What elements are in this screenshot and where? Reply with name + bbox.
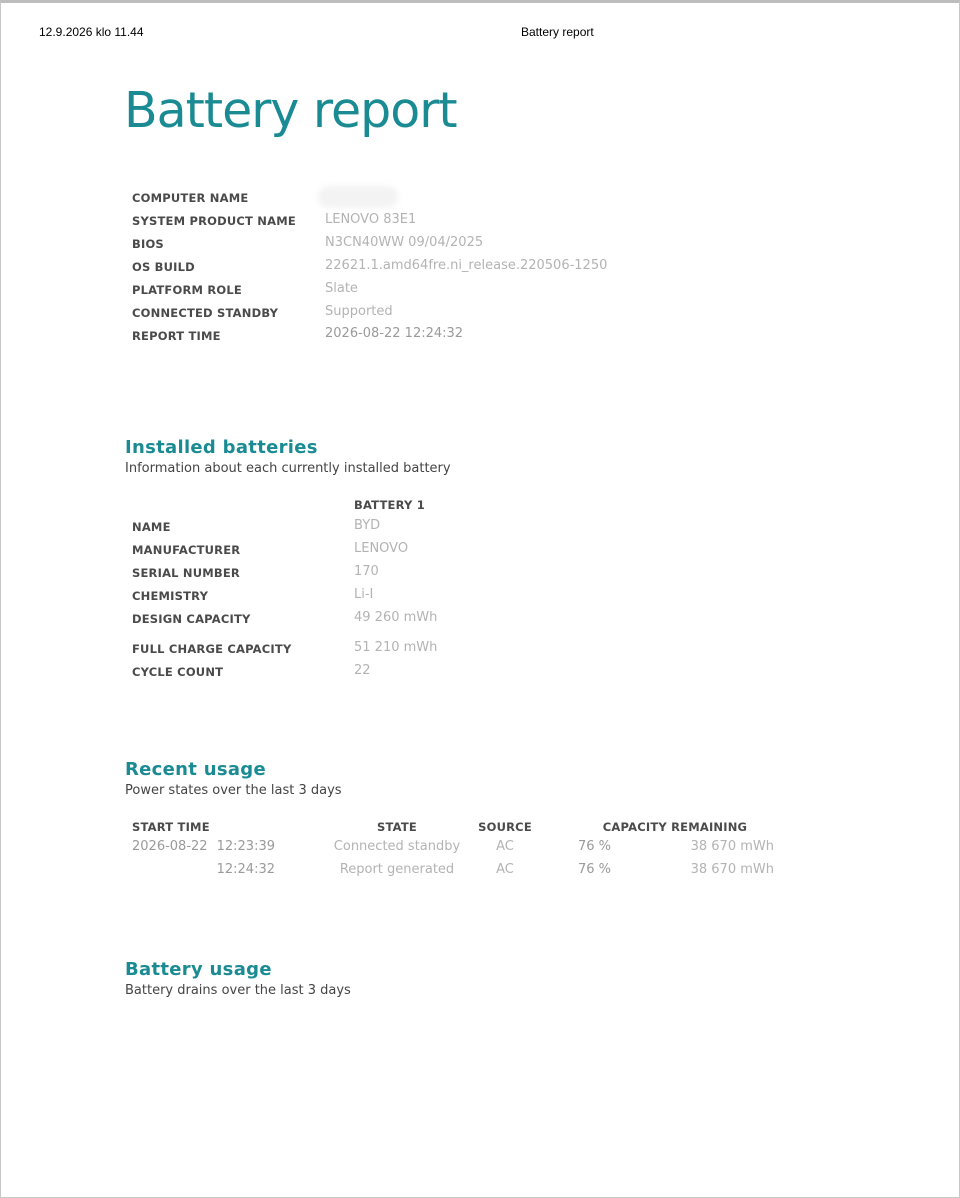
value-connected-standby: Supported	[325, 304, 393, 319]
label-battery-name: NAME	[132, 520, 171, 534]
print-header-title: Battery report	[521, 25, 594, 39]
value-full-charge-capacity: 51 210 mWh	[354, 640, 438, 655]
label-platform-role: PLATFORM ROLE	[132, 283, 242, 297]
value-manufacturer: LENOVO	[354, 541, 409, 556]
page-title: Battery report	[124, 82, 457, 139]
row-2-energy: 38 670 mWh	[690, 862, 774, 877]
label-os-build: OS BUILD	[132, 260, 195, 274]
header-source: SOURCE	[478, 820, 532, 834]
value-battery-name: BYD	[354, 518, 381, 533]
recent-usage-description: Power states over the last 3 days	[125, 783, 342, 798]
label-design-capacity: DESIGN CAPACITY	[132, 612, 251, 626]
label-manufacturer: MANUFACTURER	[132, 543, 241, 557]
redacted-computer-name	[318, 186, 398, 208]
header-start-time: START TIME	[132, 820, 210, 834]
row-1-source: AC	[496, 839, 514, 854]
value-os-build: 22621.1.amd64fre.ni_release.220506-1250	[325, 258, 608, 273]
label-cycle-count: CYCLE COUNT	[132, 665, 224, 679]
installed-batteries-description: Information about each currently installed battery	[125, 461, 451, 476]
header-state: STATE	[377, 820, 417, 834]
row-2-time: 12:24:32	[216, 862, 275, 877]
row-2-percent: 76 %	[577, 862, 611, 877]
battery-usage-title: Battery usage	[125, 959, 272, 980]
row-1-energy: 38 670 mWh	[690, 839, 774, 854]
label-bios: BIOS	[132, 237, 164, 251]
row-1-date: 2026-08-22	[132, 839, 208, 854]
print-date: 12.9.2026 klo 11.44	[39, 25, 144, 39]
label-serial-number: SERIAL NUMBER	[132, 566, 240, 580]
label-full-charge-capacity: FULL CHARGE CAPACITY	[132, 642, 292, 656]
label-computer-name: COMPUTER NAME	[132, 191, 249, 205]
header-capacity-remaining: CAPACITY REMAINING	[602, 820, 748, 834]
installed-batteries-title: Installed batteries	[125, 437, 318, 458]
row-2-state: Report generated	[339, 862, 455, 877]
label-chemistry: CHEMISTRY	[132, 589, 209, 603]
value-system-product-name: LENOVO 83E1	[325, 212, 417, 227]
battery-usage-description: Battery drains over the last 3 days	[125, 983, 351, 998]
label-report-time: REPORT TIME	[132, 329, 221, 343]
recent-usage-title: Recent usage	[125, 759, 266, 780]
row-1-time: 12:23:39	[216, 839, 275, 854]
row-1-state: Connected standby	[333, 839, 461, 854]
value-cycle-count: 22	[354, 663, 371, 678]
battery-1-header: BATTERY 1	[354, 498, 425, 512]
value-serial-number: 170	[354, 564, 379, 579]
value-report-time: 2026-08-22 12:24:32	[325, 326, 464, 341]
row-2-source: AC	[496, 862, 514, 877]
label-system-product-name: SYSTEM PRODUCT NAME	[132, 214, 296, 228]
value-platform-role: Slate	[325, 281, 358, 296]
value-bios: N3CN40WW 09/04/2025	[325, 235, 484, 250]
label-connected-standby: CONNECTED STANDBY	[132, 306, 279, 320]
row-1-percent: 76 %	[577, 839, 611, 854]
value-design-capacity: 49 260 mWh	[354, 610, 438, 625]
value-chemistry: Li-I	[354, 587, 374, 602]
